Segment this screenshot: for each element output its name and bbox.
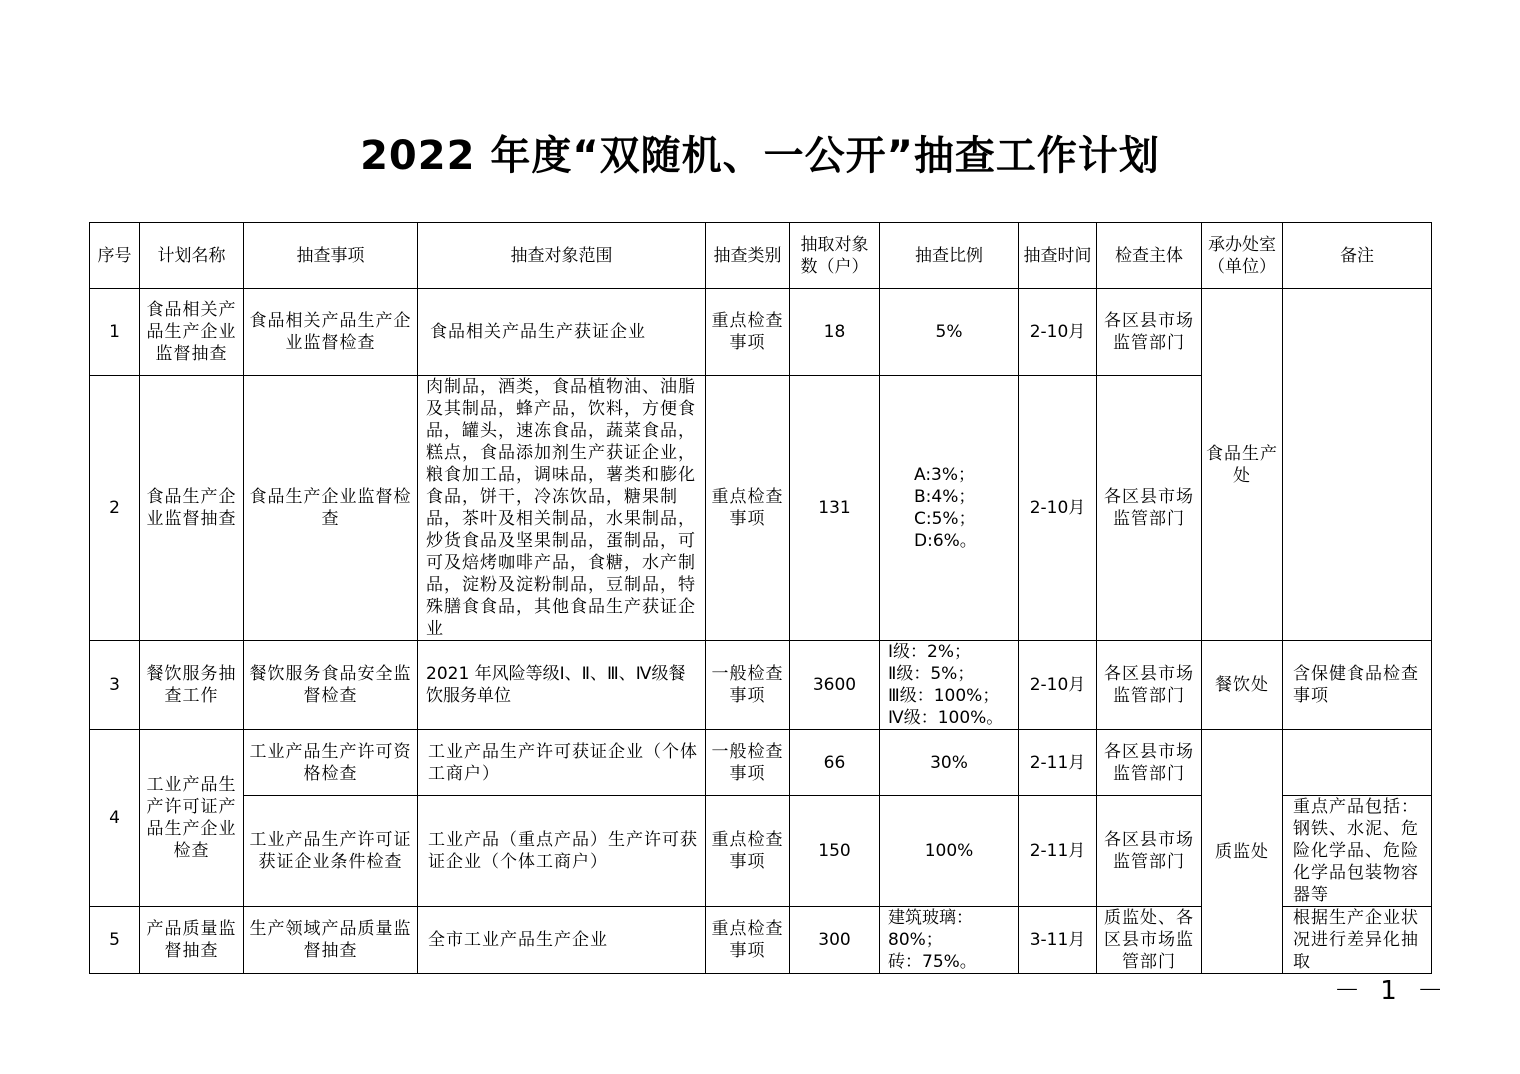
cell-ratio	[880, 796, 1019, 907]
cell-scope: 工业产品（重点产品）生产许可获证企业（个体工商户）	[418, 796, 706, 907]
table-row	[90, 289, 1432, 376]
header-remark: 备注	[1283, 223, 1432, 289]
cell-office-food: 食品生产处	[1202, 289, 1283, 641]
cell-subject: 各区县市场监管部门	[1097, 730, 1202, 796]
table-row	[90, 730, 1432, 796]
ratio-line: Ⅲ级：100%；	[888, 686, 1000, 706]
cell-plan: 食品相关产品生产企业监督抽查	[140, 289, 244, 376]
ratio-line: Ⅱ级：5%；	[888, 664, 975, 684]
ratio-line: Ⅳ级：100%。	[888, 708, 1004, 728]
cell-plan: 工业产品生产许可证产品生产企业检查	[140, 730, 244, 907]
cell-remark: 含保健食品检查事项	[1283, 641, 1432, 730]
cell-type: 一般检查事项	[706, 641, 790, 730]
cell-time: 2-11月	[1019, 730, 1097, 796]
cell-count: 3600	[790, 641, 880, 730]
cell-office-quality: 质监处	[1202, 730, 1283, 974]
header-office: 承办处室（单位）	[1202, 223, 1283, 289]
ratio-line: D:6%。	[914, 531, 977, 551]
cell-plan: 产品质量监督抽查	[140, 907, 244, 974]
page-number: － 1 －	[1334, 976, 1450, 1006]
cell-count: 66	[790, 730, 880, 796]
cell-time: 2-11月	[1019, 796, 1097, 907]
cell-count: 300	[790, 907, 880, 974]
cell-item: 食品生产企业监督检查	[244, 376, 418, 641]
header-plan: 计划名称	[140, 223, 244, 289]
cell-type: 一般检查事项	[706, 730, 790, 796]
ratio-line: 建筑玻璃：	[888, 908, 973, 928]
cell-ratio	[880, 376, 1019, 641]
header-subject: 检查主体	[1097, 223, 1202, 289]
page-title: 2022 年度“双随机、一公开”抽查工作计划	[360, 133, 1160, 179]
cell-seq: 3	[90, 641, 140, 730]
cell-remark-empty	[1283, 289, 1432, 641]
header-scope: 抽查对象范围	[418, 223, 706, 289]
cell-type: 重点检查事项	[706, 289, 790, 376]
cell-seq: 2	[90, 376, 140, 641]
ratio-line: B:4%；	[914, 487, 976, 507]
cell-seq: 5	[90, 907, 140, 974]
cell-remark: 重点产品包括：钢铁、水泥、危险化学品、危险化学品包装物容器等	[1283, 796, 1432, 907]
ratio-line: 80%；	[888, 930, 943, 950]
cell-scope: 全市工业产品生产企业	[418, 907, 706, 974]
cell-seq: 1	[90, 289, 140, 376]
ratio-line: 100%	[924, 841, 974, 861]
cell-count: 18	[790, 289, 880, 376]
cell-count: 131	[790, 376, 880, 641]
header-type: 抽查类别	[706, 223, 790, 289]
plan-table	[89, 222, 1432, 974]
cell-subject: 质监处、各区县市场监管部门	[1097, 907, 1202, 974]
table-row	[90, 641, 1432, 730]
cell-time: 2-10月	[1019, 289, 1097, 376]
header-count: 抽取对象数（户）	[790, 223, 880, 289]
cell-subject: 各区县市场监管部门	[1097, 796, 1202, 907]
cell-type: 重点检查事项	[706, 796, 790, 907]
cell-count: 150	[790, 796, 880, 907]
cell-ratio	[880, 730, 1019, 796]
cell-item: 工业产品生产许可证获证企业条件检查	[244, 796, 418, 907]
cell-type: 重点检查事项	[706, 907, 790, 974]
cell-plan: 食品生产企业监督抽查	[140, 376, 244, 641]
cell-ratio	[880, 289, 1019, 376]
table-header-row	[90, 223, 1432, 289]
ratio-line: 5%	[935, 322, 963, 342]
ratio-line: Ⅰ级：2%；	[888, 642, 971, 662]
cell-item: 食品相关产品生产企业监督检查	[244, 289, 418, 376]
ratio-line: 30%	[930, 752, 968, 773]
cell-scope: 食品相关产品生产获证企业	[418, 289, 706, 376]
cell-scope: 工业产品生产许可获证企业（个体工商户）	[418, 730, 706, 796]
cell-time: 2-10月	[1019, 641, 1097, 730]
cell-subject: 各区县市场监管部门	[1097, 376, 1202, 641]
cell-time: 3-11月	[1019, 907, 1097, 974]
cell-ratio	[880, 907, 1019, 974]
header-seq: 序号	[90, 223, 140, 289]
cell-type: 重点检查事项	[706, 376, 790, 641]
cell-item: 餐饮服务食品安全监督检查	[244, 641, 418, 730]
cell-plan: 餐饮服务抽查工作	[140, 641, 244, 730]
cell-subject: 各区县市场监管部门	[1097, 641, 1202, 730]
header-time: 抽查时间	[1019, 223, 1097, 289]
header-ratio: 抽查比例	[880, 223, 1019, 289]
cell-remark-empty	[1283, 730, 1432, 796]
cell-seq: 4	[90, 730, 140, 907]
cell-remark: 根据生产企业状况进行差异化抽取	[1283, 907, 1432, 974]
cell-scope: 2021 年风险等级Ⅰ、Ⅱ、Ⅲ、Ⅳ级餐饮服务单位	[418, 641, 706, 730]
cell-scope: 肉制品，酒类，食品植物油、油脂及其制品，蜂产品，饮料，方便食品，罐头，速冻食品，蔬菜食品，糕点，食品添加剂生产获证企业，粮食加工品，调味品，薯类和膨化食品，饼干，冷冻饮品，糖果制品，茶叶及相关制品，水果制品，炒货食品及坚果制品，蛋制品，可可及焙烤咖啡产品，食糖，水产制品，淀粉及淀粉制品，豆制品，特殊膳食食品，其他食品生产获证企业	[418, 376, 706, 641]
header-item: 抽查事项	[244, 223, 418, 289]
ratio-line: 砖：75%。	[888, 952, 977, 972]
cell-item: 生产领域产品质量监督抽查	[244, 907, 418, 974]
cell-ratio	[880, 641, 1019, 730]
ratio-line: A:3%；	[914, 465, 976, 485]
ratio-line: C:5%；	[914, 509, 976, 529]
cell-item: 工业产品生产许可资格检查	[244, 730, 418, 796]
cell-time: 2-10月	[1019, 376, 1097, 641]
cell-subject: 各区县市场监管部门	[1097, 289, 1202, 376]
cell-office: 餐饮处	[1202, 641, 1283, 730]
